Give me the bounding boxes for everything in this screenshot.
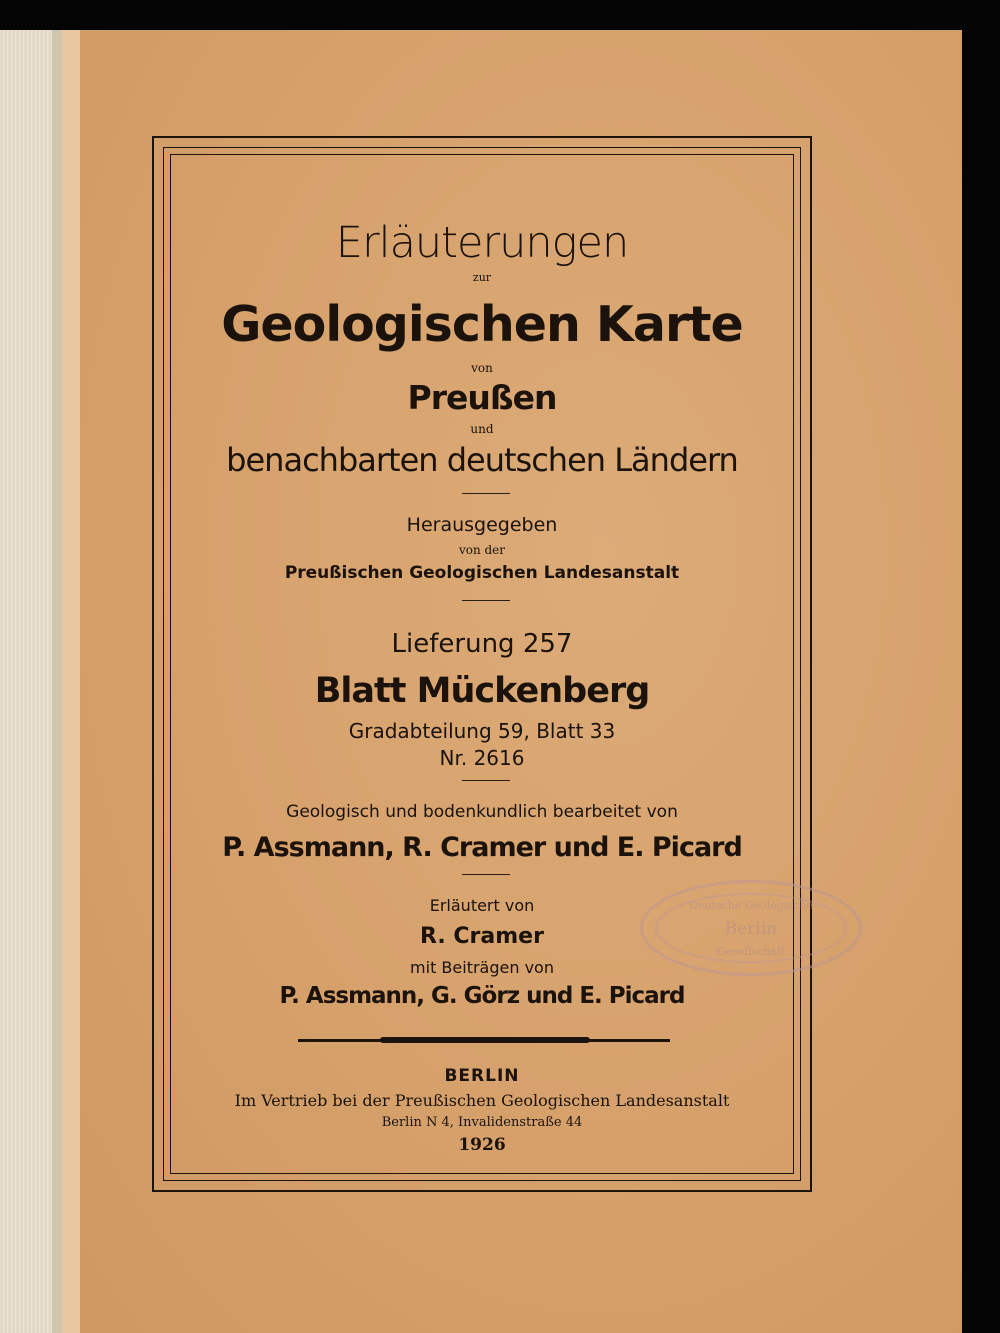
imprint-year: 1926 (458, 1135, 506, 1155)
explained-name: R. Cramer (420, 924, 544, 949)
title-benachbarten-laendern: benachbarten deutschen Ländern (226, 441, 738, 479)
title-von: von (471, 361, 493, 375)
divider (462, 874, 510, 875)
divider (462, 780, 510, 781)
stamp-text-middle: Berlin (724, 919, 778, 939)
authors-names: P. Assmann, R. Cramer und E. Picard (222, 832, 742, 863)
stamp-text-bottom: Gesellschaft (716, 945, 786, 958)
imprint-rule-swell (380, 1037, 590, 1043)
divider (462, 493, 510, 494)
divider (462, 600, 510, 601)
lieferung-number: Lieferung 257 (391, 629, 573, 659)
authors-intro: Geologisch und bodenkundlich bearbeitet von (286, 802, 678, 822)
contributions-intro: mit Beiträgen von (410, 958, 554, 977)
title-geologischen-karte: Geologischen Karte (221, 296, 743, 353)
stamp-text-top: Deutsche Geologische (689, 899, 813, 912)
sheet-number: Nr. 2616 (439, 746, 525, 770)
book-spine-edge (52, 30, 62, 1333)
contributors-names: P. Assmann, G. Görz und E. Picard (279, 983, 685, 1009)
imprint-distribution: Im Vertrieb bei der Preußischen Geologischen Landesanstalt (234, 1091, 730, 1110)
title-zur: zur (472, 271, 492, 284)
gradabteilung: Gradabteilung 59, Blatt 33 (348, 719, 616, 743)
title-erlaeuterungen: Erläuterungen (335, 218, 629, 268)
explained-intro: Erläutert von (429, 896, 535, 915)
title-preussen: Preußen (407, 378, 557, 417)
title-und: und (470, 422, 494, 436)
publisher-von-der: von der (458, 543, 506, 557)
publisher-herausgegeben: Herausgegeben (406, 514, 558, 536)
library-stamp (640, 880, 862, 976)
imprint-address: Berlin N 4, Invalidenstraße 44 (381, 1115, 583, 1130)
publisher-institution: Preußischen Geologischen Landesanstalt (284, 563, 680, 583)
page-gutter (62, 30, 80, 1333)
blatt-name: Blatt Mückenberg (314, 671, 650, 711)
imprint-city: BERLIN (444, 1066, 520, 1086)
